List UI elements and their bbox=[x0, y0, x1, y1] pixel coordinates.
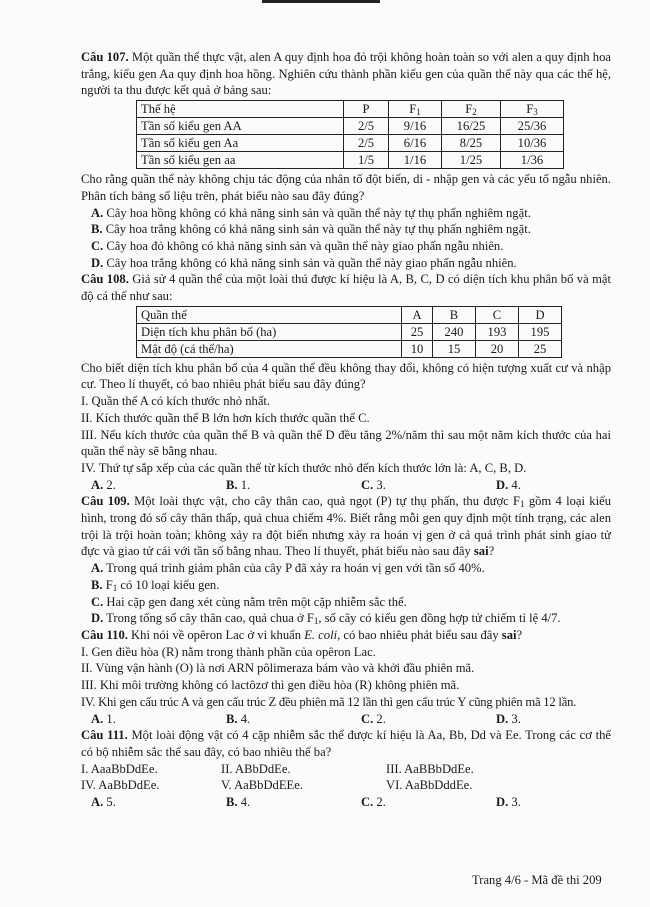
question-label: Câu 107. bbox=[81, 50, 129, 64]
statement: II. Kích thước quần thể B lớn hơn kích thước quần thể C. bbox=[81, 410, 370, 425]
question-label: Câu 111. bbox=[81, 728, 128, 743]
answer-b: B. 4. bbox=[226, 795, 251, 810]
answer-c: C. 2. bbox=[361, 795, 386, 810]
option-c: C. Cây hoa đỏ không có khả năng sinh sản và quần thể này giao phấn ngẫu nhiên. bbox=[91, 238, 504, 253]
question-stem: Giả sử 4 quần thể của một loài thú được kí hiệu là A, B, C, D có diện tích khu phân bố và mật độ cá thể như sau: bbox=[81, 272, 611, 304]
table-cell: 2/5 bbox=[344, 135, 389, 152]
question-context: Cho biết diện tích khu phân bố của 4 quần thể đều không thay đổi, không có hiện tượng xuất cư và nhập cư. Theo lí thuyết, có bao nhiêu phát biểu sau đây đúng? bbox=[81, 360, 611, 392]
answer-b: B. 1. bbox=[226, 477, 251, 492]
genotype-item: III. AaBBbDdEe. bbox=[386, 761, 474, 776]
answer-d: D. 4. bbox=[496, 477, 521, 492]
table-cell: 195 bbox=[519, 323, 562, 340]
table-cell: Tần số kiểu gen aa bbox=[137, 152, 344, 169]
statement: III. Khi môi trường không có lactôzơ thì gen điều hòa (R) không phiên mã. bbox=[81, 678, 460, 693]
answer-a: A. 5. bbox=[91, 795, 116, 810]
question-107 bbox=[81, 49, 611, 99]
table-cell: C bbox=[476, 306, 519, 323]
question-109: Câu 109. Một loài thực vật, cho cây thân cao, quả ngọt (P) tự thụ phấn, thu được $F_1$ gồm 4 loại kiểu hình, trong đó số cây thân thấp, quả chua chiếm 4%. Biết rằng mỗi gen quy định một tính trạng, các alen trội là trội hoàn toàn; không xảy ra đột biến nhưng xảy ra hoán vị gen ở cả quá trình phát sinh giao tử đực và giao tử cái với tần số bằng nhau. Theo lí thuyết, phát biểu nào sau đây sai? bbox=[81, 494, 611, 559]
question-108 bbox=[81, 271, 611, 304]
answer-a: A. 2. bbox=[91, 477, 116, 492]
genotype-item: VI. AaBbDddEe. bbox=[386, 778, 473, 793]
option-d: D. Cây hoa trắng không có khả năng sinh sản và quần thể này giao phấn ngẫu nhiên. bbox=[91, 255, 517, 270]
table-cell: 193 bbox=[476, 323, 519, 340]
q108-population-table bbox=[136, 306, 562, 358]
exam-page bbox=[81, 49, 611, 811]
genotype-item: IV. AaBbDdEe. bbox=[81, 778, 160, 793]
table-cell: B bbox=[433, 306, 476, 323]
genotype-item: V. AaBbDdEEe. bbox=[221, 778, 303, 793]
table-header-row bbox=[137, 306, 562, 323]
option-a: A. Cây hoa hồng không có khả năng sinh sản và quần thể này tự thụ phấn nghiêm ngặt. bbox=[91, 205, 531, 220]
genotype-row bbox=[81, 761, 611, 778]
option-b: B. Cây hoa trắng không có khả năng sinh sản và quần thể này tự thụ phấn nghiêm ngặt. bbox=[91, 222, 531, 237]
table-row bbox=[137, 152, 564, 169]
question-label: Câu 109. bbox=[81, 494, 130, 509]
option-b: B. $F_1$ có 10 loại kiểu gen. bbox=[91, 577, 220, 593]
statement: III. Nếu kích thước của quần thể B và quần thể D đều tăng 2%/năm thì sau một năm kích thước của hai quần thể này sẽ bằng nhau. bbox=[81, 427, 611, 459]
question-context: Cho rằng quần thể này không chịu tác động của nhân tố đột biến, di - nhập gen và các yếu tố ngẫu nhiên. Phân tích bảng số liệu trên, phát biểu nào sau đây đúng? bbox=[81, 172, 611, 203]
genotype-item: I. AaaBbDdEe. bbox=[81, 761, 158, 776]
table-cell: Tần số kiểu gen Aa bbox=[137, 135, 344, 152]
table-cell: Thế hệ bbox=[137, 101, 344, 118]
table-cell: 6/16 bbox=[389, 135, 442, 152]
table-cell: 25 bbox=[402, 323, 433, 340]
question-stem: Một quần thể thực vật, alen A quy định hoa đỏ trội không hoàn toàn so với alen a quy định hoa trắng, kiểu gen Aa quy định hoa hồng. Nghiên cứu thành phần kiểu gen của quần thể này qua các thế hệ, người ta thu được kết quả ở bảng sau: bbox=[81, 50, 611, 98]
table-cell: P bbox=[344, 101, 389, 118]
table-cell: 25 bbox=[519, 340, 562, 357]
top-edge-line bbox=[262, 0, 380, 3]
answer-row bbox=[81, 711, 611, 728]
table-cell: 1/25 bbox=[442, 152, 501, 169]
question-111 bbox=[81, 727, 611, 760]
table-cell: 2/5 bbox=[344, 118, 389, 135]
table-cell: Diện tích khu phân bố (ha) bbox=[137, 323, 402, 340]
page-footer: Trang 4/6 - Mã đề thi 209 bbox=[472, 873, 602, 887]
table-cell: 10 bbox=[402, 340, 433, 357]
table-cell: Mật độ (cá thể/ha) bbox=[137, 340, 402, 357]
table-row bbox=[137, 135, 564, 152]
statement: I. Gen điều hòa (R) nằm trong thành phần của opêron Lac. bbox=[81, 644, 376, 659]
table-cell: 10/36 bbox=[501, 135, 564, 152]
table-cell: 1/16 bbox=[389, 152, 442, 169]
table-cell: $F_2$ bbox=[442, 101, 501, 118]
table-cell: $F_3$ bbox=[501, 101, 564, 118]
answer-c: C. 2. bbox=[361, 711, 386, 726]
table-row bbox=[137, 118, 564, 135]
answer-row bbox=[81, 794, 611, 811]
table-row bbox=[137, 323, 562, 340]
answer-b: B. 4. bbox=[226, 711, 251, 726]
option-d: D. Trong tổng số cây thân cao, quả chua ở $F_1$, số cây có kiểu gen đồng hợp tử chiếm tỉ lệ 4/7. bbox=[91, 611, 561, 627]
question-stem: Một loài động vật có 4 cặp nhiễm sắc thể được kí hiệu là Aa, Bb, Dd và Ee. Trong các cơ thể có bộ nhiễm sắc thể sau đây, có bao nhiêu thể ba? bbox=[81, 728, 611, 759]
q107-genotype-table bbox=[136, 100, 564, 169]
table-cell: Tần số kiểu gen AA bbox=[137, 118, 344, 135]
question-label: Câu 108. bbox=[81, 272, 129, 287]
answer-row bbox=[81, 477, 611, 494]
genotype-item: II. ABbDdEe. bbox=[221, 761, 291, 776]
table-cell: 240 bbox=[433, 323, 476, 340]
table-cell: 9/16 bbox=[389, 118, 442, 135]
table-cell: 8/25 bbox=[442, 135, 501, 152]
table-cell: 20 bbox=[476, 340, 519, 357]
table-cell: A bbox=[402, 306, 433, 323]
statement: I. Quần thể A có kích thước nhỏ nhất. bbox=[81, 394, 271, 409]
table-cell: 1/5 bbox=[344, 152, 389, 169]
table-cell: $F_1$ bbox=[389, 101, 442, 118]
option-a: A. Trong quá trình giảm phân của cây P đã xảy ra hoán vị gen với tần số 40%. bbox=[91, 561, 485, 576]
question-label: Câu 110. bbox=[81, 627, 128, 642]
statement: IV. Khi gen cấu trúc A và gen cấu trúc Z đều phiên mã 12 lần thì gen cấu trúc Y cũng phiên mã 12 lần. bbox=[81, 694, 577, 709]
table-header-row bbox=[137, 101, 564, 118]
genotype-row bbox=[81, 777, 611, 794]
answer-d: D. 3. bbox=[496, 711, 521, 726]
table-cell: Quần thể bbox=[137, 306, 402, 323]
table-cell: 25/36 bbox=[501, 118, 564, 135]
answer-d: D. 3. bbox=[496, 795, 521, 810]
question-110: Câu 110. Khi nói về opêron Lac ở vi khuẩn E. coli, có bao nhiêu phát biểu sau đây sai? bbox=[81, 627, 523, 642]
table-cell: D bbox=[519, 306, 562, 323]
answer-c: C. 3. bbox=[361, 477, 386, 492]
table-cell: 1/36 bbox=[501, 152, 564, 169]
answer-a: A. 1. bbox=[91, 711, 116, 726]
statement: IV. Thứ tự sắp xếp của các quần thể từ kích thước nhỏ đến kích thước lớn là: A, C, B, D. bbox=[81, 460, 527, 475]
statement: II. Vùng vận hành (O) là nơi ARN pôlimeraza bám vào và khởi đầu phiên mã. bbox=[81, 661, 475, 676]
table-cell: 15 bbox=[433, 340, 476, 357]
table-row bbox=[137, 340, 562, 357]
option-c: C. Hai cặp gen đang xét cùng nằm trên một cặp nhiễm sắc thể. bbox=[91, 594, 407, 609]
table-cell: 16/25 bbox=[442, 118, 501, 135]
